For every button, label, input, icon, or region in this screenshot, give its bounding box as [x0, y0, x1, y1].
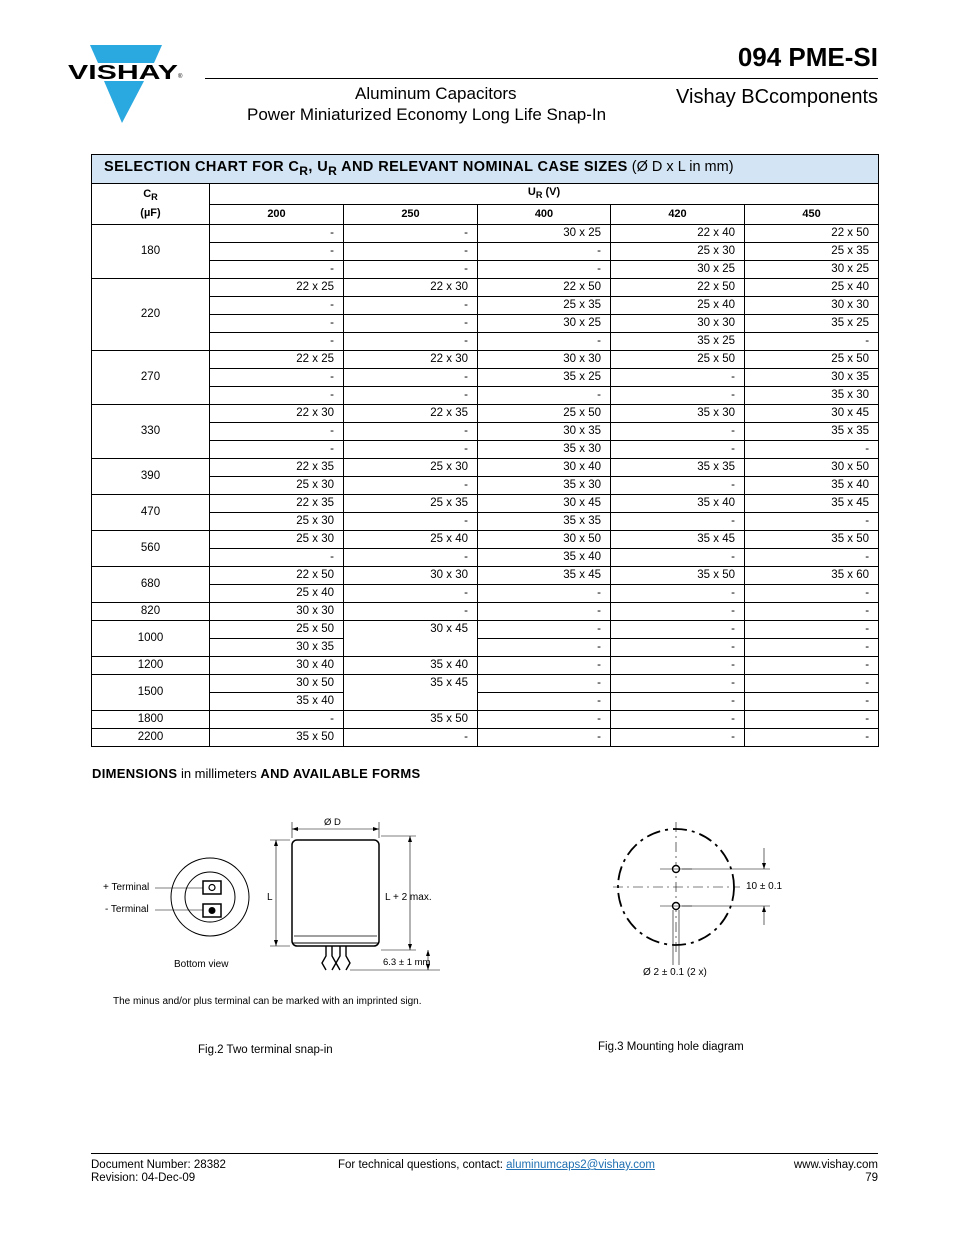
table-cell: 22 x 35 — [210, 459, 344, 477]
table-cell: - — [611, 513, 745, 531]
table-cell: - — [611, 441, 745, 459]
capacitance-cell: 180 — [92, 225, 210, 279]
capacitance-cell: 330 — [92, 405, 210, 459]
table-cell: 22 x 25 — [210, 279, 344, 297]
table-cell: 35 x 40 — [210, 693, 344, 711]
table-cell: - — [611, 657, 745, 675]
table-cell: 25 x 50 — [478, 405, 611, 423]
table-cell: - — [611, 549, 745, 567]
table-cell: 25 x 50 — [611, 351, 745, 369]
table-cell: - — [478, 675, 611, 693]
table-cell: - — [210, 243, 344, 261]
table-cell: 25 x 50 — [745, 351, 879, 369]
capacitance-cell: 2200 — [92, 729, 210, 747]
table-cell: 35 x 60 — [745, 567, 879, 585]
table-cell: 30 x 45 — [478, 495, 611, 513]
table-cell: 35 x 35 — [611, 459, 745, 477]
table-cell: - — [478, 387, 611, 405]
table-cell: 25 x 30 — [210, 513, 344, 531]
capacitance-cell: 1800 — [92, 711, 210, 729]
capacitance-cell: 470 — [92, 495, 210, 531]
table-cell: 30 x 35 — [478, 423, 611, 441]
table-cell: 35 x 50 — [344, 711, 478, 729]
cr-header: $C_R$ (µF) — [92, 183, 210, 224]
table-cell: 30 x 25 — [611, 261, 745, 279]
capacitance-cell: 1500 — [92, 675, 210, 711]
table-cell: 22 x 50 — [611, 279, 745, 297]
logo-text: VISHAY — [68, 62, 179, 84]
table-cell: 22 x 35 — [210, 495, 344, 513]
table-cell: 25 x 30 — [210, 531, 344, 549]
table-cell: - — [344, 513, 478, 531]
table-cell: 35 x 40 — [344, 657, 478, 675]
contact-email-link[interactable]: aluminumcaps2@vishay.com — [506, 1159, 656, 1171]
table-cell: - — [611, 675, 745, 693]
table-cell: - — [478, 261, 611, 279]
table-cell: - — [611, 369, 745, 387]
table-cell: 30 x 45 — [745, 405, 879, 423]
capacitance-cell: 680 — [92, 567, 210, 603]
website-link[interactable]: www.vishay.com — [793, 1159, 878, 1171]
table-cell: - — [478, 729, 611, 747]
table-cell: - — [344, 549, 478, 567]
table-cell: 30 x 50 — [478, 531, 611, 549]
table-cell: - — [611, 423, 745, 441]
revision: Revision: 04-Dec-09 — [91, 1172, 196, 1184]
table-cell: - — [344, 603, 478, 621]
table-cell: - — [478, 585, 611, 603]
table-cell: - — [745, 513, 879, 531]
table-cell: 22 x 25 — [210, 351, 344, 369]
table-cell: - — [210, 441, 344, 459]
table-cell: - — [478, 243, 611, 261]
table-cell: 30 x 25 — [478, 225, 611, 243]
table-cell: - — [210, 297, 344, 315]
table-cell: 35 x 30 — [611, 405, 745, 423]
table-cell: 30 x 25 — [745, 261, 879, 279]
table-cell: 30 x 35 — [210, 639, 344, 657]
table-cell: 35 x 40 — [745, 477, 879, 495]
table-cell: - — [210, 315, 344, 333]
table-cell: 35 x 40 — [611, 495, 745, 513]
table-cell: - — [344, 225, 478, 243]
table-cell: - — [344, 333, 478, 351]
table-cell: 30 x 50 — [210, 675, 344, 693]
table-cell: - — [745, 729, 879, 747]
table-cell: - — [478, 603, 611, 621]
table-cell: - — [611, 729, 745, 747]
table-cell: - — [344, 441, 478, 459]
table-cell: 25 x 35 — [745, 243, 879, 261]
table-cell: - — [611, 477, 745, 495]
table-cell: 35 x 30 — [478, 477, 611, 495]
table-cell: 25 x 40 — [344, 531, 478, 549]
table-cell: - — [478, 657, 611, 675]
diameter-label: Ø D — [324, 817, 341, 828]
bottom-view-label: Bottom view — [174, 959, 229, 970]
capacitance-cell: 270 — [92, 351, 210, 405]
table-cell: 35 x 45 — [745, 495, 879, 513]
table-cell: 35 x 50 — [210, 729, 344, 747]
table-cell: 30 x 30 — [611, 315, 745, 333]
table-cell: 30 x 30 — [344, 567, 478, 585]
table-cell: 30 x 30 — [210, 603, 344, 621]
ur-header: $U_R$ (V) — [210, 183, 879, 204]
table-cell: - — [344, 423, 478, 441]
table-cell: 30 x 45 — [344, 621, 478, 657]
subtitle-line2: Power Miniaturized Economy Long Life Snap-In — [247, 105, 607, 124]
minus-terminal-label: - Terminal — [105, 904, 149, 915]
capacitance-cell: 390 — [92, 459, 210, 495]
voltage-header-450: 450 — [745, 205, 879, 225]
table-cell: 30 x 50 — [745, 459, 879, 477]
subtitle-line1: Aluminum Capacitors — [355, 84, 517, 103]
table-cell: - — [478, 621, 611, 639]
fig2-caption: Fig.2 Two terminal snap-in — [198, 1044, 333, 1056]
table-cell: - — [611, 711, 745, 729]
table-cell: 22 x 30 — [344, 351, 478, 369]
dimensions-heading: DIMENSIONS in millimeters AND AVAILABLE FORMS — [92, 766, 421, 781]
capacitance-cell: 560 — [92, 531, 210, 567]
table-cell: - — [210, 333, 344, 351]
table-cell: - — [745, 621, 879, 639]
table-cell: - — [210, 423, 344, 441]
svg-text:®: ® — [178, 74, 183, 80]
table-cell: 35 x 30 — [478, 441, 611, 459]
fig3-caption: Fig.3 Mounting hole diagram — [598, 1041, 744, 1053]
capacitance-cell: 1200 — [92, 657, 210, 675]
length-label: L — [267, 892, 273, 903]
voltage-header-420: 420 — [611, 205, 745, 225]
table-cell: - — [745, 585, 879, 603]
table-cell: - — [344, 315, 478, 333]
table-cell: - — [611, 585, 745, 603]
contact-line — [338, 1159, 655, 1171]
table-cell: 30 x 40 — [478, 459, 611, 477]
table-cell: - — [745, 657, 879, 675]
table-cell: - — [745, 639, 879, 657]
table-cell: 35 x 30 — [745, 387, 879, 405]
table-cell: - — [210, 549, 344, 567]
terminal-note: The minus and/or plus terminal can be marked with an imprinted sign. — [113, 996, 422, 1007]
table-cell: 25 x 50 — [210, 621, 344, 639]
table-cell: 22 x 40 — [611, 225, 745, 243]
capacitance-cell: 820 — [92, 603, 210, 621]
table-cell: 25 x 40 — [210, 585, 344, 603]
table-cell: - — [210, 261, 344, 279]
table-cell: 30 x 25 — [478, 315, 611, 333]
table-cell: - — [344, 261, 478, 279]
table-cell: 22 x 50 — [745, 225, 879, 243]
table-cell: - — [611, 621, 745, 639]
table-cell: 35 x 45 — [344, 675, 478, 711]
table-cell: - — [745, 693, 879, 711]
table-cell: 25 x 35 — [478, 297, 611, 315]
table-cell: 35 x 35 — [745, 423, 879, 441]
table-cell: - — [611, 639, 745, 657]
table-cell: - — [210, 711, 344, 729]
capacitance-cell: 220 — [92, 279, 210, 351]
table-cell: 25 x 40 — [611, 297, 745, 315]
table-cell: - — [745, 711, 879, 729]
table-cell: 25 x 35 — [344, 495, 478, 513]
table-cell: - — [210, 387, 344, 405]
table-cell: - — [344, 243, 478, 261]
table-cell: 25 x 30 — [210, 477, 344, 495]
table-cell: 30 x 30 — [478, 351, 611, 369]
voltage-header-250: 250 — [344, 205, 478, 225]
table-cell: - — [344, 729, 478, 747]
contact-prefix: For technical questions, contact: — [338, 1159, 507, 1171]
hole-label: Ø 2 ± 0.1 (2 x) — [643, 967, 707, 978]
plus-terminal-label: + Terminal — [103, 882, 150, 893]
table-cell: - — [745, 333, 879, 351]
table-cell: 35 x 40 — [478, 549, 611, 567]
doc-number: Document Number: 28382 — [91, 1159, 226, 1171]
table-cell: 22 x 30 — [210, 405, 344, 423]
capacitance-cell: 1000 — [92, 621, 210, 657]
table-cell: - — [745, 441, 879, 459]
table-cell: - — [611, 603, 745, 621]
table-cell: 35 x 45 — [478, 567, 611, 585]
page-title: 094 PME-SI — [737, 42, 878, 72]
table-cell: - — [344, 369, 478, 387]
table-cell: - — [210, 225, 344, 243]
table-cell: 35 x 25 — [745, 315, 879, 333]
page-number: 79 — [865, 1172, 878, 1184]
table-cell: 30 x 40 — [210, 657, 344, 675]
table-cell: 35 x 35 — [478, 513, 611, 531]
footer-rule — [91, 1153, 878, 1154]
brand-name: Vishay BCcomponents — [676, 86, 878, 108]
table-cell: - — [745, 549, 879, 567]
table-cell: 22 x 35 — [344, 405, 478, 423]
table-cell: - — [745, 603, 879, 621]
table-cell: - — [478, 639, 611, 657]
voltage-header-200: 200 — [210, 205, 344, 225]
table-cell: 35 x 50 — [611, 567, 745, 585]
table-cell: 25 x 30 — [344, 459, 478, 477]
table-cell: 25 x 30 — [611, 243, 745, 261]
table-cell: 35 x 25 — [611, 333, 745, 351]
table-cell: 30 x 30 — [745, 297, 879, 315]
table-cell: - — [478, 711, 611, 729]
table-cell: - — [478, 333, 611, 351]
voltage-header-400: 400 — [478, 205, 611, 225]
table-cell: 22 x 50 — [478, 279, 611, 297]
table-cell: - — [478, 693, 611, 711]
table-title: SELECTION CHART FOR $C_R$, $U_R$ AND RELEVANT NOMINAL CASE SIZES (Ø D x L in mm) — [92, 155, 879, 184]
pitch-label: 10 ± 0.1 — [746, 881, 783, 892]
table-cell: - — [344, 585, 478, 603]
length-max-label: L + 2 max. — [385, 892, 432, 903]
table-cell: - — [344, 477, 478, 495]
table-cell: 22 x 50 — [210, 567, 344, 585]
table-cell: - — [611, 693, 745, 711]
table-cell: - — [344, 297, 478, 315]
table-cell: - — [210, 369, 344, 387]
table-cell: 35 x 50 — [745, 531, 879, 549]
table-cell: 30 x 35 — [745, 369, 879, 387]
table-cell: - — [745, 675, 879, 693]
pin-length-label: 6.3 ± 1 mm — [383, 957, 431, 968]
table-cell: 35 x 45 — [611, 531, 745, 549]
table-cell: 35 x 25 — [478, 369, 611, 387]
table-cell: - — [344, 387, 478, 405]
table-cell: 25 x 40 — [745, 279, 879, 297]
table-cell: 22 x 30 — [344, 279, 478, 297]
table-cell: - — [611, 387, 745, 405]
